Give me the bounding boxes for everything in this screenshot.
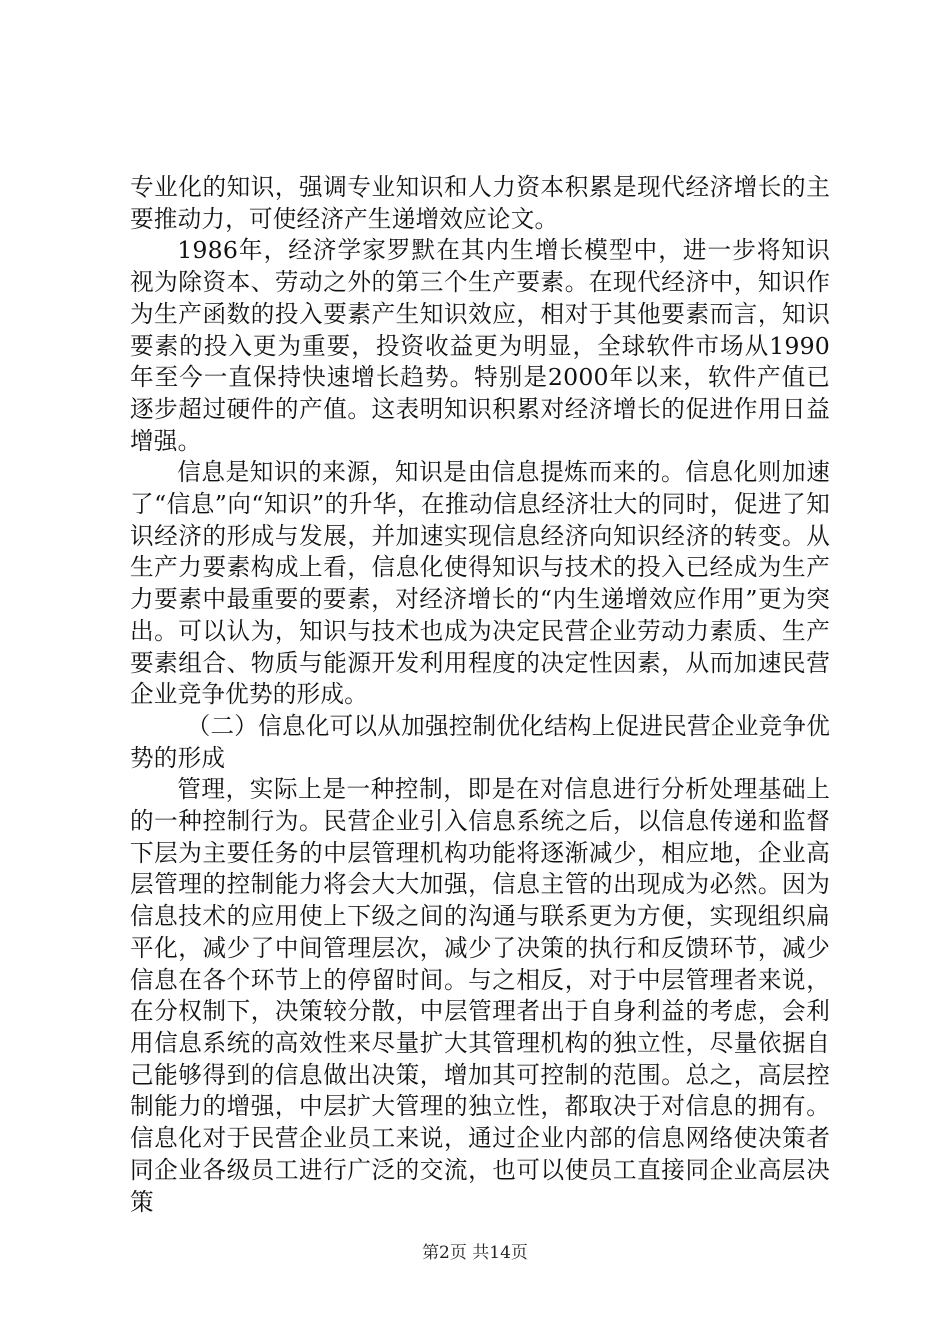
body-text [130, 172, 830, 1218]
paragraph-information-knowledge: 信息是知识的来源，知识是由信息提炼而来的。信息化则加速了“信息”向“知识”的升华，在推动信息经济壮大的同时，促进了知识经济的形成与发展，并加速实现信息经济向知识经济的转变。从生产力要素构成上看，信息化使得知识与技术的投入已经成为生产力要素中最重要的要素，对经济增长的“内生递增效应作用”更为突出。可以认为，知识与技术也成为决定民营企业劳动力素质、生产要素组合、物质与能源开发利用程度的决定性因素，从而加速民营企业竞争优势的形成。 [130, 458, 830, 709]
paragraph-romer-model: 1986年，经济学家罗默在其内生增长模型中，进一步将知识视为除资本、劳动之外的第三个生产要素。在现代经济中，知识作为生产函数的投入要素产生知识效应，相对于其他要素而言，知识要素的投入更为重要，投资收益更为明显，全球软件市场从1990年至今一直保持快速增长趋势。特别是2000年以来，软件产值已逐步超过硬件的产值。这表明知识积累对经济增长的促进作用日益增强。 [130, 236, 830, 455]
paragraph-management-control: 管理，实际上是一种控制，即是在对信息进行分析处理基础上的一种控制行为。民营企业引入信息系统之后，以信息传递和监督下层为主要任务的中层管理机构功能将逐渐减少，相应地，企业高层管理的控制能力将会大大加强，信息主管的出现成为必然。因为信息技术的应用使上下级之间的沟通与联系更为方便，实现组织扁平化，减少了中间管理层次，减少了决策的执行和反馈环节，减少信息在各个环节上的停留时间。与之相反，对于中层管理者来说，在分权制下，决策较分散，中层管理者出于自身利益的考虑，会利用信息系统的高效性来尽量扩大其管理机构的独立性，尽量依据自己能够得到的信息做出决策，增加其可控制的范围。总之，高层控制能力的增强，中层扩大管理的独立性，都取决于对信息的拥有。信息化对于民营企业员工来说，通过企业内部的信息网络使决策者同企业各级员工进行广泛的交流，也可以使员工直接同企业高层决策 [130, 775, 830, 1216]
page-footer: 第2页 共14页 [422, 1243, 528, 1263]
section-heading: （二）信息化可以从加强控制优化结构上促进民营企业竞争优势的形成 [130, 711, 830, 772]
paragraph-continuation: 专业化的知识，强调专业知识和人力资本积累是现代经济增长的主要推动力，可使经济产生递增效应论文。 [130, 173, 830, 233]
